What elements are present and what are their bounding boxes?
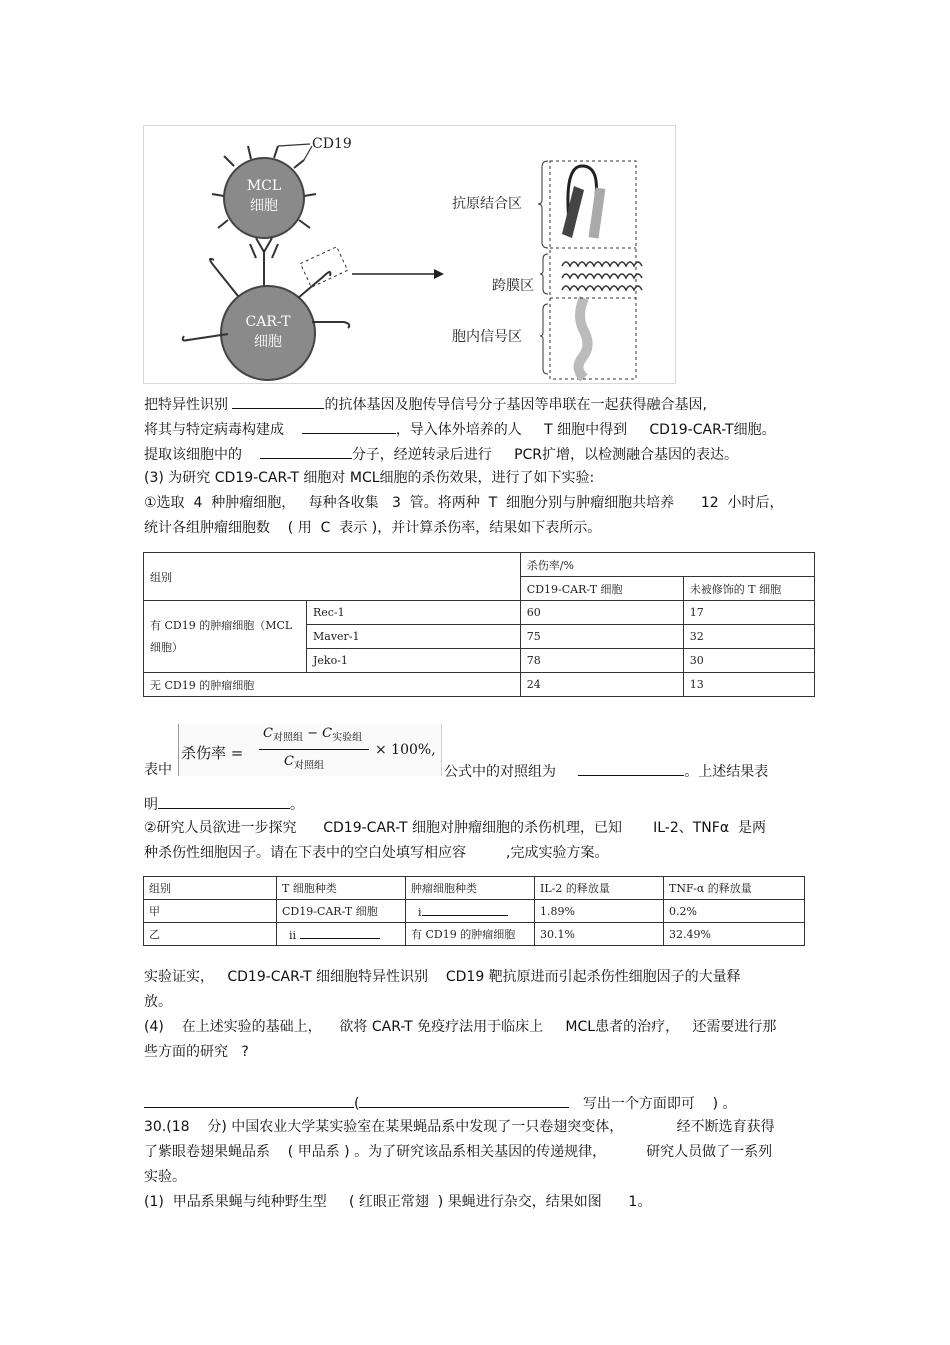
mcl-label-2: 细胞: [250, 198, 278, 214]
line1-b: 的抗体基因及胞传导信号分子基因等串联在一起获得融合基因,: [324, 397, 707, 413]
t1-header-t: 未被修饰的 T 细胞: [683, 577, 814, 601]
answer-blank-6[interactable]: [144, 1092, 354, 1108]
t1-header-group: 组别: [144, 553, 521, 601]
t1-cell-cart: 60: [520, 601, 683, 625]
t2-header: IL-2 的释放量: [535, 877, 664, 900]
text-line-15: [144, 1092, 737, 1114]
answer-blank-7[interactable]: [359, 1092, 569, 1108]
t1-cell-cart: 75: [520, 625, 683, 649]
formula-fraction-bar: [259, 749, 369, 750]
table-row: [144, 900, 805, 923]
t1-cell-t: 17: [683, 601, 814, 625]
t1-group-mcl: 有 CD19 的肿瘤细胞（MCL 细胞）: [144, 601, 307, 673]
t1-cell-name: Rec-1: [307, 601, 521, 625]
cart-label-2: 细胞: [254, 334, 282, 350]
car-t-cell: [183, 247, 350, 380]
text-line-7a: 表中: [144, 762, 172, 778]
t1-group-no-cd19: 无 CD19 的肿瘤细胞: [144, 673, 521, 697]
formula-times: × 100%,: [375, 742, 436, 758]
region-signal-label: 胞内信号区: [452, 329, 522, 345]
t1-header-rate: 杀伤率/%: [520, 553, 814, 577]
kill-rate-table: [143, 552, 815, 697]
text-line-18: 实验。: [144, 1169, 186, 1185]
mcl-label-1: MCL: [246, 178, 282, 194]
line7-c: 。上述结果表: [684, 764, 769, 780]
t1-cell-cart: 24: [520, 673, 683, 697]
text-line-1: [144, 393, 707, 415]
answer-blank-4[interactable]: [578, 760, 684, 776]
text-line-19: (1) 甲品系果蝇与纯种野生型 ( 红眼正常翅 ) 果蝇进行杂交，结果如图 1。: [144, 1194, 652, 1210]
t2-header: 肿瘤细胞种类: [406, 877, 535, 900]
region-transmembrane-label: 跨膜区: [492, 278, 534, 294]
t2-cell: 30.1%: [535, 923, 664, 946]
t2-cell: 1.89%: [535, 900, 664, 923]
t2-header: 组别: [144, 877, 277, 900]
formula-numerator: $C_{对照组} - C_{实验组}$: [263, 726, 363, 744]
table-row: [144, 923, 805, 946]
cd19-label: CD19: [312, 136, 352, 152]
text-line-5: ①选取 4 种肿瘤细胞， 每种各收集 3 管。将两种 T 细胞分别与肿瘤细胞共培养 12 小时后，: [144, 495, 784, 511]
t2-cell-blank-i[interactable]: i: [406, 900, 535, 923]
kill-rate-formula: [178, 724, 442, 776]
car-t-diagram: [143, 125, 676, 384]
text-line-10: 种杀伤性细胞因子。请在下表中的空白处填写相应容 ,完成实验方案。: [144, 845, 609, 861]
t1-cell-t: 30: [683, 649, 814, 673]
car-structure: [452, 161, 642, 379]
t2-header: TNF-α 的释放量: [664, 877, 805, 900]
t2-cell: CD19-CAR-T 细胞: [277, 900, 406, 923]
t1-cell-t: 32: [683, 625, 814, 649]
table-row: [144, 673, 815, 697]
t1-cell-name: Maver-1: [307, 625, 521, 649]
line7-b: 公式中的对照组为: [444, 764, 556, 780]
text-line-6: 统计各组肿瘤细胞数 ( 用 C 表示 )，并计算杀伤率，结果如下表所示。: [144, 520, 602, 536]
t2-cell: 0.2%: [664, 900, 805, 923]
answer-blank-2[interactable]: [302, 418, 396, 434]
diagram-svg: [144, 126, 675, 383]
text-line-9: ②研究人员欲进一步探究 CD19-CAR-T 细胞对肿瘤细胞的杀伤机理，已知 IL-2、TNFα 是两: [144, 820, 766, 836]
experiment-table: [143, 876, 805, 946]
t2-header: T 细胞种类: [277, 877, 406, 900]
formula-lhs: 杀伤率 =: [181, 744, 244, 762]
line2-a: 将其与特定病毒构建成: [144, 422, 284, 438]
arrow: [352, 269, 444, 279]
mcl-cell: [212, 146, 316, 238]
text-line-16: 30.(18 分) 中国农业大学某实验室在某果蝇品系中发现了一只卷翅突变体， 经不断选育获得: [144, 1119, 775, 1135]
line3-a: 提取该细胞中的: [144, 447, 242, 463]
region-antigen-label: 抗原结合区: [452, 196, 522, 212]
line3-b: 分子，经逆转录后进行 PCR扩增，以检测融合基因的表达。: [351, 447, 739, 463]
text-line-7b: [444, 760, 768, 782]
t1-cell-cart: 78: [520, 649, 683, 673]
text-line-2: [144, 418, 776, 440]
cd19-pointer: [278, 136, 352, 160]
line1-a: 把特异性识别: [144, 397, 228, 413]
text-line-14: 些方面的研究 ?: [144, 1044, 249, 1060]
t2-cell: 甲: [144, 900, 277, 923]
text-line-13: (4) 在上述实验的基础上， 欲将 CAR-T 免疫疗法用于临床上 MCL患者的治疗， 还需要进行那: [144, 1019, 777, 1035]
answer-blank-1[interactable]: [232, 393, 324, 409]
cart-label-1: CAR-T: [245, 314, 291, 330]
line15-a: (: [354, 1096, 360, 1112]
t2-cell-blank-ii[interactable]: ii: [277, 923, 406, 946]
line8-a: 明: [144, 797, 158, 813]
table-row: [144, 601, 815, 625]
line15-b: 写出一个方面即可 ) 。: [582, 1096, 737, 1112]
t1-header-cart: CD19-CAR-T 细胞: [520, 577, 683, 601]
text-line-12: 放。: [144, 994, 172, 1010]
t1-cell-name: Jeko-1: [307, 649, 521, 673]
t1-cell-t: 13: [683, 673, 814, 697]
line2-b: ，导入体外培养的人 T 细胞中得到 CD19-CAR-T细胞。: [395, 422, 776, 438]
table-row: [144, 877, 805, 900]
line8-b: 。: [290, 797, 304, 813]
text-line-17: 了紫眼卷翅果蝇品系 ( 甲品系 ) 。为了研究该品系相关基因的传递规律， 研究人员做了一系列: [144, 1144, 773, 1160]
text-line-8: [144, 793, 304, 815]
text-line-11: 实验证实， CD19-CAR-T 细细胞特异性识别 CD19 靶抗原进而引起杀伤性细胞因子的大量释: [144, 969, 741, 985]
text-line-3: [144, 443, 738, 465]
t2-cell: 32.49%: [664, 923, 805, 946]
t2-cell: 乙: [144, 923, 277, 946]
answer-blank-5[interactable]: [158, 793, 290, 809]
text-line-4: (3) 为研究 CD19-CAR-T 细胞对 MCL细胞的杀伤效果，进行了如下实验:: [144, 470, 595, 486]
formula-denominator: $C_{对照组}$: [284, 754, 324, 772]
t2-cell: 有 CD19 的肿瘤细胞: [406, 923, 535, 946]
answer-blank-3[interactable]: [260, 443, 352, 459]
